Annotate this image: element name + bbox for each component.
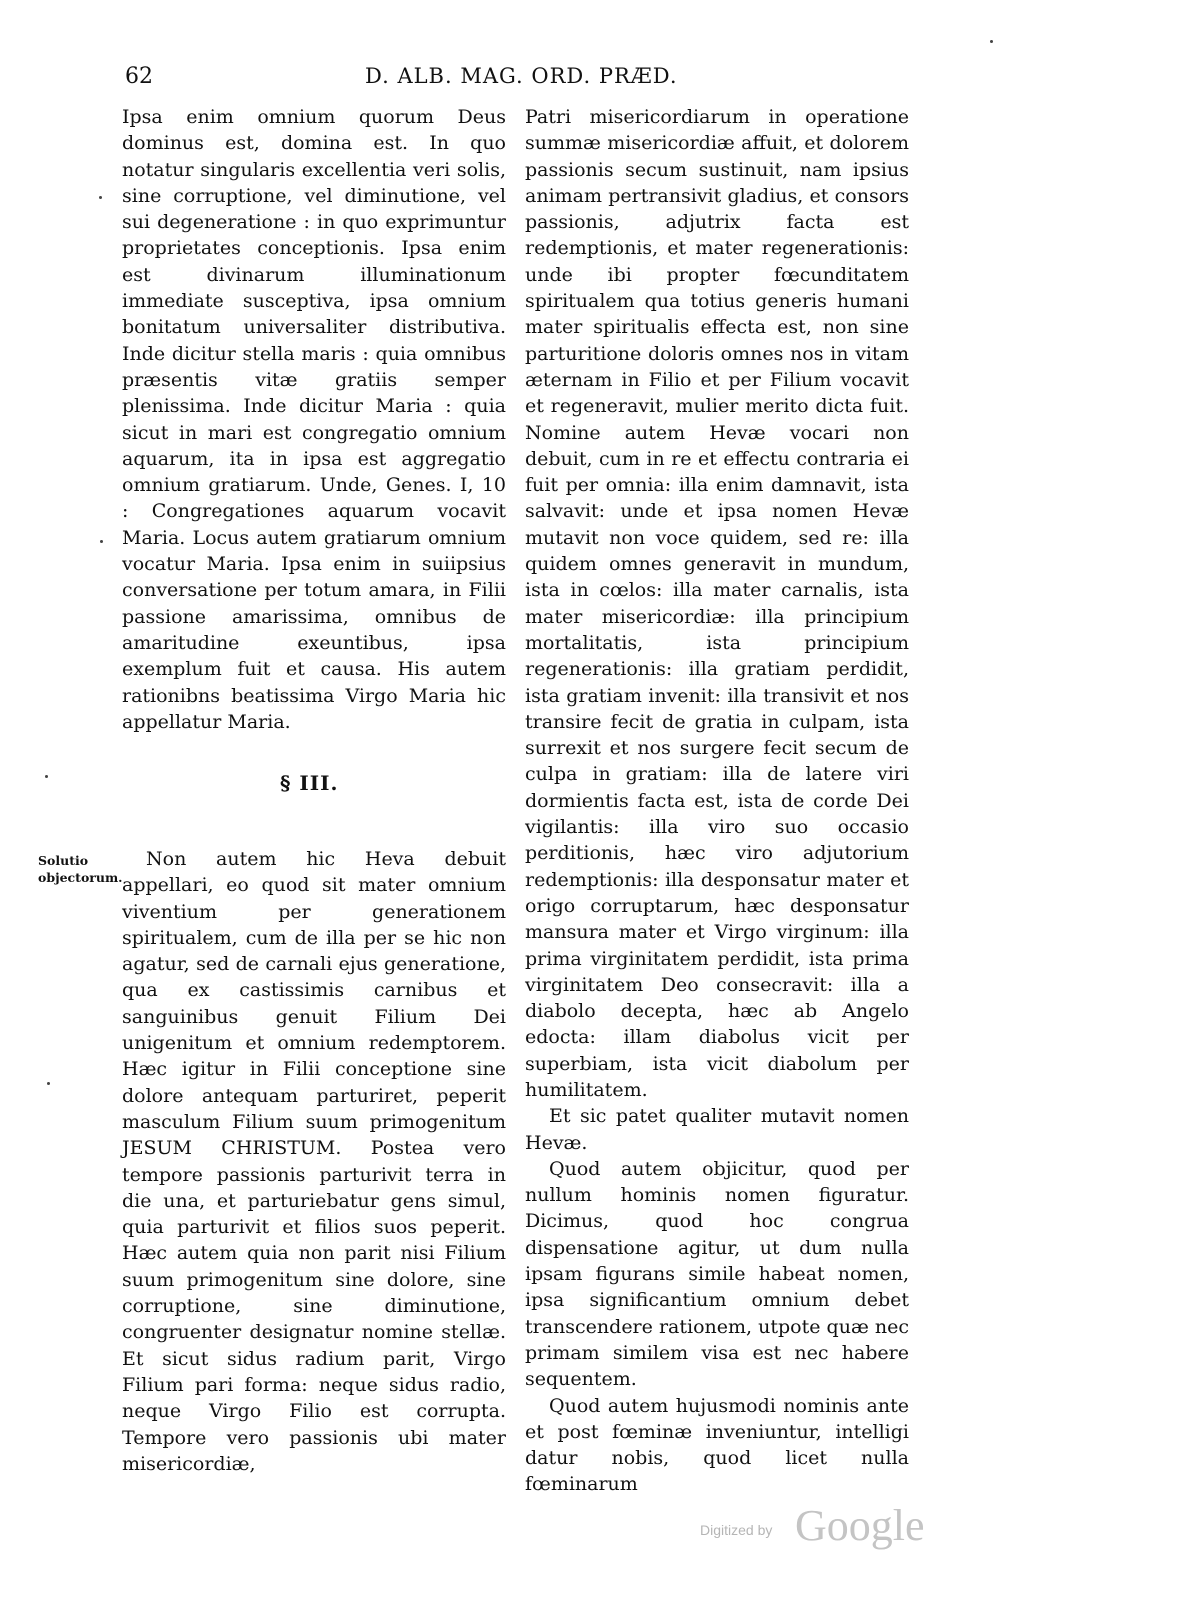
right-paragraph-4: Quod autem hujusmodi nominis ante et post fœminæ inveniuntur, intelligi datur nobis, quod licet nulla fœminarum	[525, 1394, 909, 1496]
right-column-text	[525, 104, 909, 1498]
scan-speck	[100, 540, 103, 543]
scan-speck	[47, 1082, 50, 1085]
right-paragraph-3: Quod autem objicitur, quod per nullum hominis nomen figuratur. Dicimus, quod hoc congrua dispensatione agitur, ut dum nulla ipsam figurans simile habeat nomen, ipsa significantium omnium debet transcendere rationem, utpote quæ nec primam similem visa est nec habere sequentem.	[525, 1157, 909, 1391]
left-paragraph-1: Ipsa enim omnium quorum Deus dominus est, domina est. In quo notatur singularis excellentia veri solis, sine corruptione, vel diminutione, vel sui degeneratione : in quo exprimuntur proprietates conceptionis. Ipsa enim est divinarum illuminationum immediate susceptiva, ipsa omnium bonitatum universaliter distributiva. Inde dicitur stella maris : quia omnibus præsentis vitæ gratiis semper plenissima. Inde dicitur Maria : quia sicut in mari est congregatio omnium aquarum, ita in ipsa est aggregatio omnium gratiarum. Unde, Genes. I, 10 : Congregationes aquarum vocavit Maria. Locus autem gratiarum omnium vocatur Maria. Ipsa enim in suiipsius conversatione per totum amara, in Filii passione amarissima, omnibus de amaritudine exeuntibus, ipsa exemplum fuit et causa. His autem rationibns beatissima Virgo Maria hic appellatur Maria.	[122, 106, 506, 733]
left-column-section-text	[122, 846, 506, 1477]
scan-speck	[99, 196, 102, 199]
right-paragraph-1: Patri misericordiarum in operatione summæ misericordiæ affuit, et dolorem passionis secum sustinuit, nam ipsius animam pertransivit gladius, et consors passionis, adjutrix facta est redemptionis, et mater regenerationis: unde ibi propter fœcunditatem spiritualem qua totius generis humani mater spiritualis effecta est, non sine parturitione doloris omnes nos in vitam æternam in Filio et per Filium vocavit et regeneravit, mulier merito dicta fuit. Nomine autem Hevæ vocari non debuit, cum in re et effectu contraria ei fuit per omnia: illa enim damnavit, ista salvavit: unde et ipsa nomen Hevæ mutavit non voce quidem, sed re: illa quidem omnes generavit in mundum, ista in cœlos: illa mater carnalis, ista mater misericordiæ: illa principium mortalitatis, ista principium regenerationis: illa gratiam perdidit, ista gratiam invenit: illa transivit et nos transire fecit de gratia in culpam, ista surrexit et nos surgere fecit secum de culpa in gratiam: illa de latere viri dormientis facta est, ista de corde Dei vigilantis: illa viro suo occasio perditionis, hæc viro adjutorium redemptionis: illa desponsatur mater et origo corruptarum, hæc desponsatur mansura mater et Virgo virginum: illa prima virginitatem perdidit, ista prima virginitatem Deo consecravit: illa a diabolo decepta, hæc ab Angelo edocta: illam diabolus vicit per superbiam, ista vicit diabolum per humilitatem.	[525, 106, 909, 1101]
section-paragraph: Non autem hic Heva debuit appellari, eo quod sit mater omnium viventium per generationem spiritualem, cum de illa per se hic non agatur, sed de carnali ejus generatione, qua ex castissimis carnibus et sanguinibus genuit Filium Dei unigenitum et omnium redemptorem. Hæc igitur in Filii conceptione sine dolore antequam parturiret, peperit masculum Filium suum primogenitum JESUM CHRISTUM. Postea vero tempore passionis parturivit terra in die una, et parturiebatur gens simul, quia parturivit et filios suos peperit. Hæc autem quia non parit nisi Filium suum primogenitum sine dolore, sine corruptione, sine diminutione, congruenter designatur nomine stellæ. Et sicut sidus radium parit, Virgo Filium pari forma: neque sidus radio, neque Virgo Filio est corrupta. Tempore vero passionis ubi mater misericordiæ,	[122, 848, 506, 1475]
page-number: 62	[125, 64, 153, 89]
running-head	[125, 64, 910, 94]
digitized-by-google-watermark	[700, 1500, 940, 1548]
scan-speck	[990, 40, 993, 43]
running-title: D. ALB. MAG. ORD. PRÆD.	[365, 64, 678, 88]
scan-speck	[45, 775, 48, 778]
google-logo: Google	[795, 1501, 925, 1550]
right-paragraph-2: Et sic patet qualiter mutavit nomen Hevæ.	[525, 1105, 909, 1154]
marginal-note: Solutio objectorum.	[38, 853, 123, 885]
left-column-text	[122, 104, 506, 735]
digitized-by-text: Digitized by	[700, 1522, 773, 1538]
section-heading: § III.	[280, 771, 339, 795]
